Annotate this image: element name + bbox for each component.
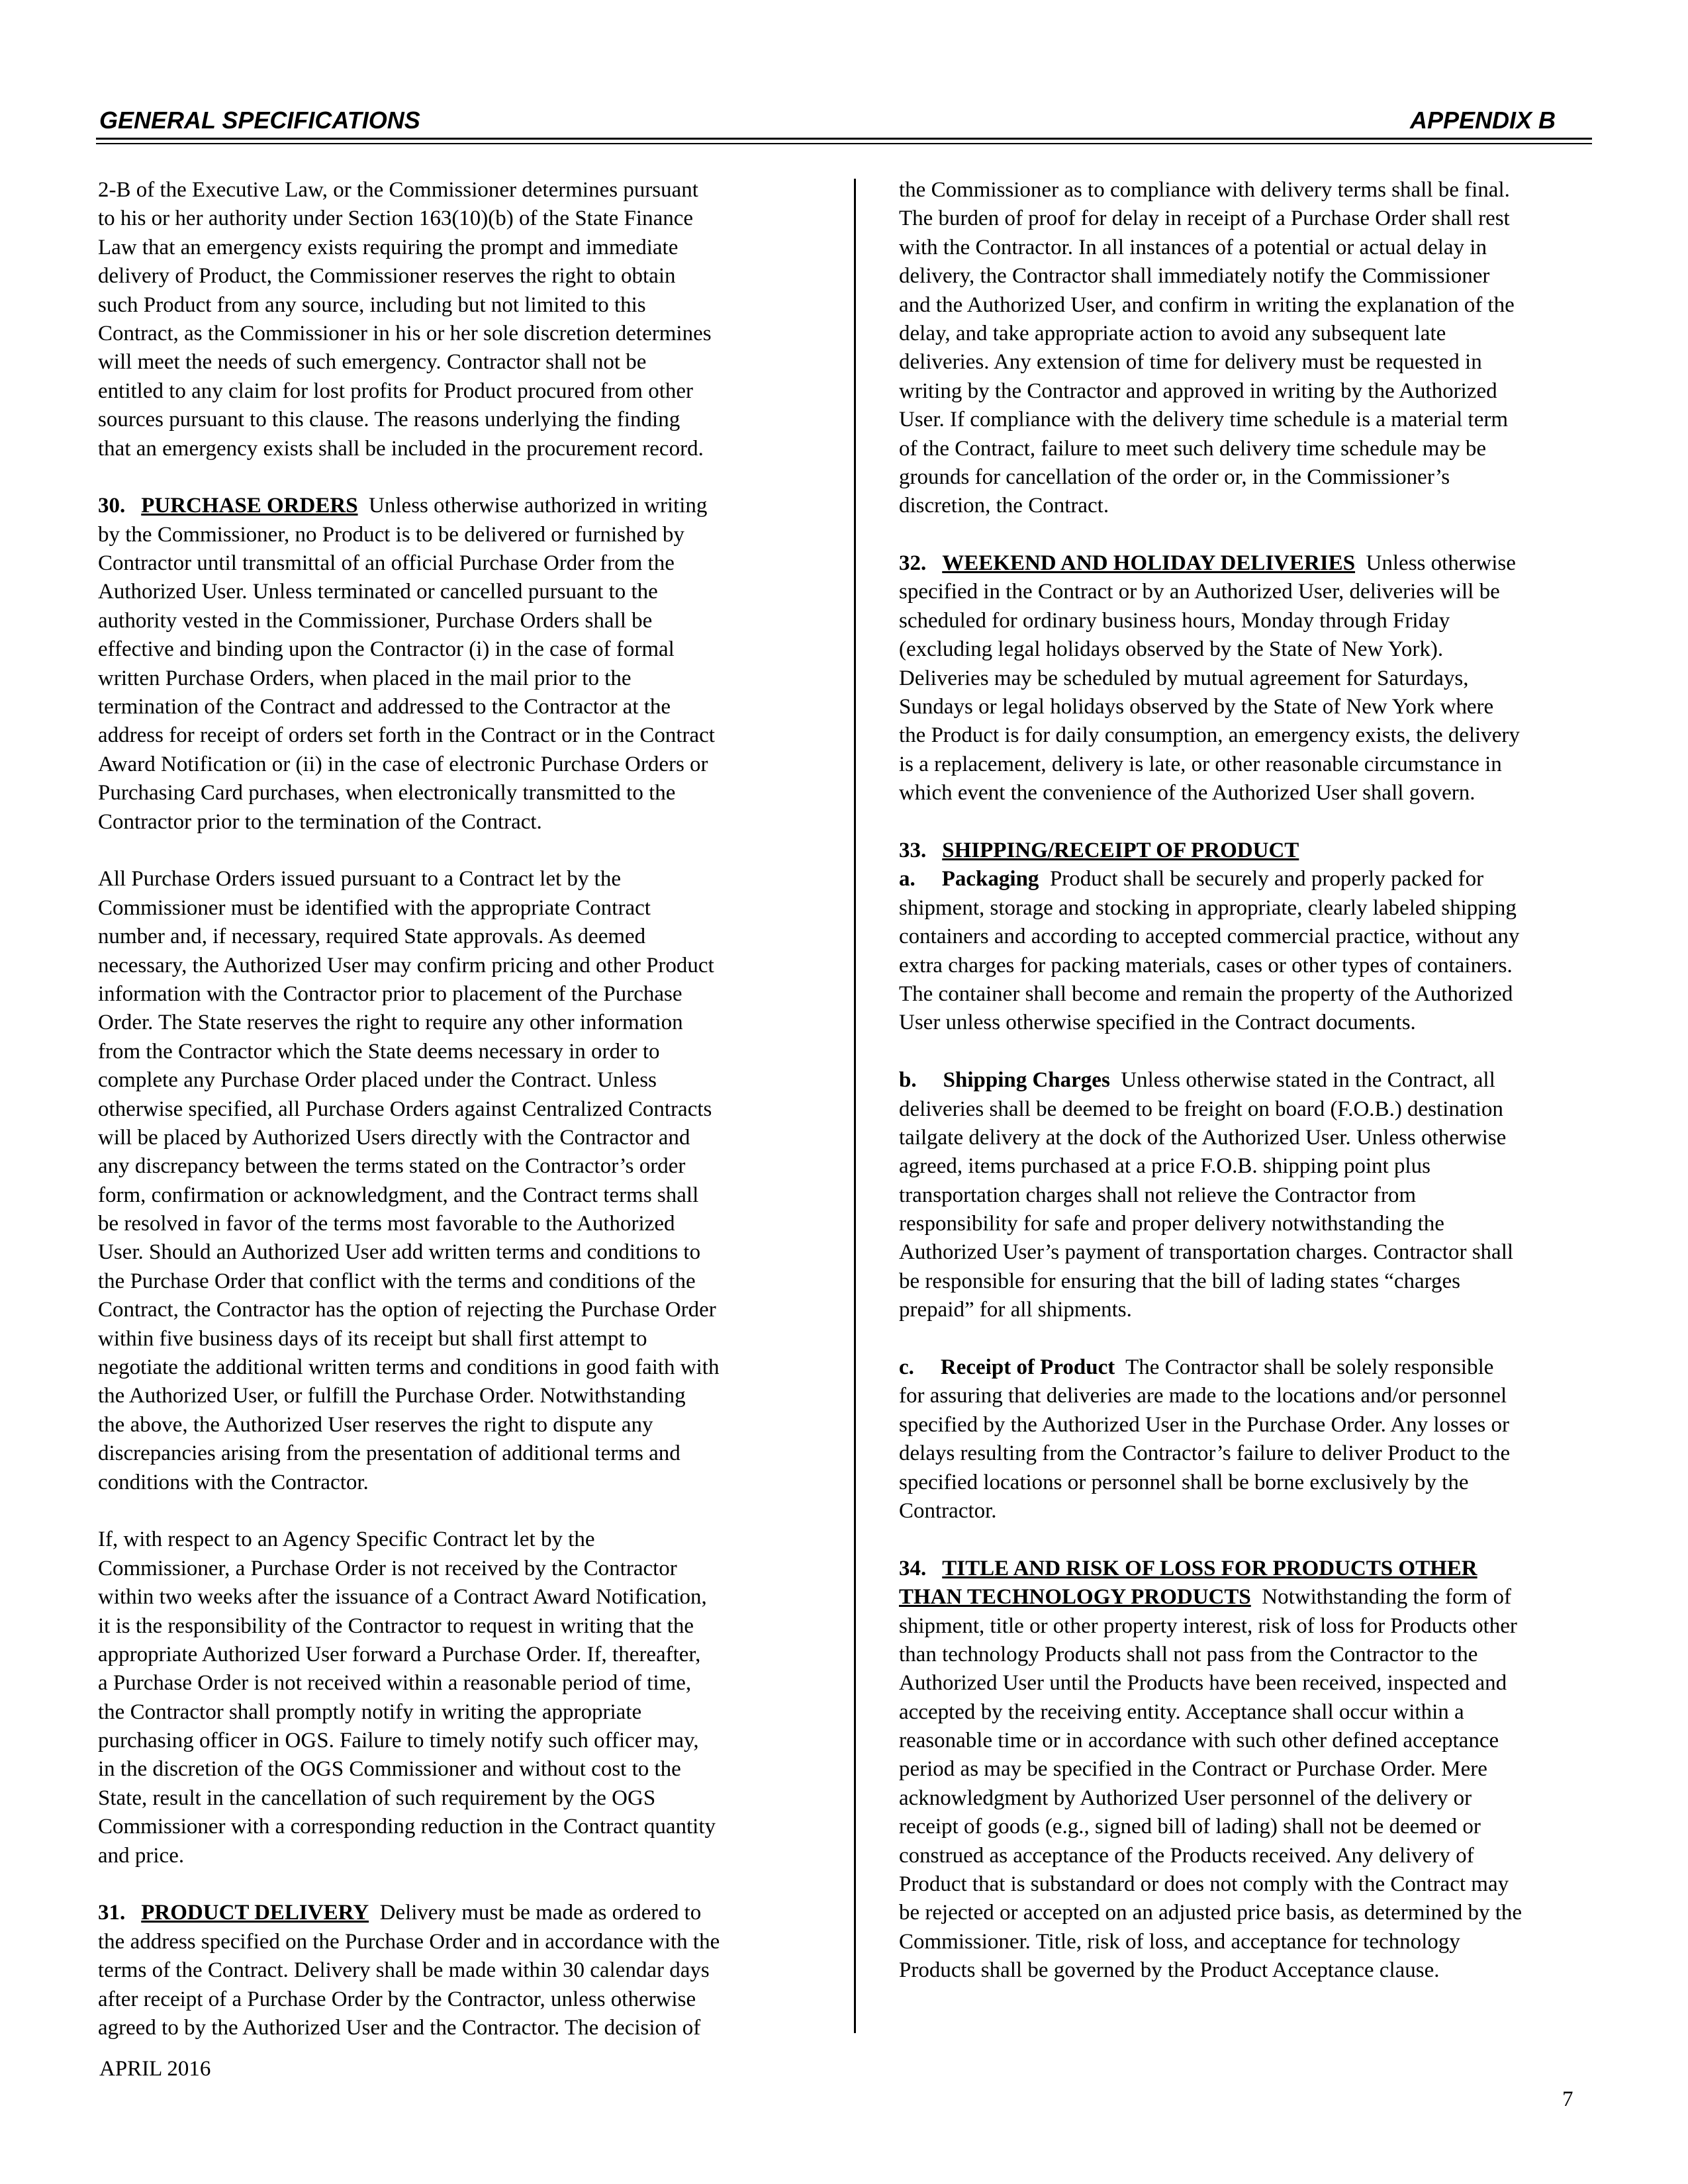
paragraph-delivery-continued [899,176,1614,521]
section-heading: PRODUCT DELIVERY [141,1901,369,1925]
text-line: any discrepancy between the terms stated on the Contractor’s order [98,1154,686,1179]
text-line: to his or her authority under Section 163(10)(b) of the State Finance [98,206,694,231]
subsection-heading: Receipt of Product [940,1355,1115,1380]
text-line: specified locations or personnel shall be borne exclusively by the [899,1470,1469,1494]
text-line: be resolved in favor of the terms most favorable to the Authorized [98,1212,675,1236]
text-line: of the Contract, failure to meet such delivery time schedule may be [899,436,1487,461]
section-number: 34. [899,1556,927,1580]
text-line: Law that an emergency exists requiring the prompt and immediate [98,235,679,259]
text-line: conditions with the Contractor. [98,1470,369,1494]
text-line: reasonable time or in accordance with such other defined acceptance [899,1729,1499,1753]
text-line: appropriate Authorized User forward a Purchase Order. If, thereafter, [98,1642,701,1666]
page-number: 7 [1562,2087,1573,2111]
text-line: Unless otherwise authorized in writing [369,494,708,518]
footer-date: APRIL 2016 [99,2057,211,2081]
text-line: than technology Products shall not pass from the Contractor to the [899,1642,1478,1666]
text-line: which event the convenience of the Authorized User shall govern. [899,781,1476,805]
text-line: Sundays or legal holidays observed by the State of New York where [899,695,1494,719]
text-line: tailgate delivery at the dock of the Authorized User. Unless otherwise [899,1125,1507,1150]
text-line: be responsible for ensuring that the bill of lading states “charges [899,1269,1460,1293]
section-32-weekend-holiday-deliveries [899,549,1614,808]
text-line: Order. The State reserves the right to require any other information [98,1011,683,1035]
header-appendix: APPENDIX B [1409,107,1556,134]
text-line: Commissioner must be identified with the appropriate Contract [98,895,651,920]
text-line: grounds for cancellation of the order or, in the Commissioner’s [899,465,1450,489]
text-line: the Commissioner as to compliance with delivery terms shall be final. [899,178,1510,202]
text-line: specified by the Authorized User in the Purchase Order. Any losses or [899,1412,1509,1437]
text-line: within five business days of its receipt but shall first attempt to [98,1326,647,1351]
section-number: 31. [98,1901,126,1925]
text-line: Contractor prior to the termination of the Contract. [98,809,542,834]
text-line: prepaid” for all shipments. [899,1298,1132,1322]
text-line: Purchasing Card purchases, when electronically transmitted to the [98,781,676,805]
text-line: User unless otherwise specified in the Contract documents. [899,1011,1416,1035]
text-line: after receipt of a Purchase Order by the Contractor, unless otherwise [98,1987,696,2011]
text-line: the Purchase Order that conflict with the terms and conditions of the [98,1269,696,1293]
section-33-shipping-receipt [899,837,1614,1525]
text-line: the address specified on the Purchase Order and in accordance with the [98,1929,720,1954]
text-line: in the discretion of the OGS Commissioner and without cost to the [98,1757,681,1782]
text-line: deliveries. Any extension of time for delivery must be requested in [899,350,1482,375]
text-line: The container shall become and remain the property of the Authorized [899,981,1513,1006]
section-34-title-risk-of-loss [899,1555,1614,1985]
text-line: and the Authorized User, and confirm in writing the explanation of the [899,293,1515,317]
subsection-heading: Shipping Charges [943,1068,1110,1093]
text-line: Authorized User’s payment of transportation charges. Contractor shall [899,1240,1514,1265]
text-line: with the Contractor. In all instances of a potential or actual delay in [899,235,1487,259]
text-line: will be placed by Authorized Users directly with the Contractor and [98,1125,690,1150]
text-line: complete any Purchase Order placed under the Contract. Unless [98,1068,657,1093]
text-line: deliveries shall be deemed to be freight on board (F.O.B.) destination [899,1097,1503,1121]
text-line: Delivery must be made as ordered to [379,1901,702,1925]
subsection-letter: c. [899,1355,914,1380]
text-line: State, result in the cancellation of such requirement by the OGS [98,1786,656,1810]
section-30-purchase-orders [98,492,813,837]
text-line: Products shall be governed by the Product Acceptance clause. [899,1958,1440,1983]
text-line: necessary, the Authorized User may confirm pricing and other Product [98,953,714,978]
text-line: the Authorized User, or fulfill the Purchase Order. Notwithstanding [98,1384,686,1408]
text-line: construed as acceptance of the Products received. Any delivery of [899,1843,1474,1868]
left-column [98,176,813,2042]
text-line: 2-B of the Executive Law, or the Commissioner determines pursuant [98,178,698,202]
text-line: otherwise specified, all Purchase Orders against Centralized Contracts [98,1097,712,1121]
text-line: will meet the needs of such emergency. Contractor shall not be [98,350,647,375]
text-line: shipment, storage and stocking in appropriate, clearly labeled shipping [899,895,1517,920]
text-line: delays resulting from the Contractor’s failure to deliver Product to the [899,1441,1511,1466]
section-heading: SHIPPING/RECEIPT OF PRODUCT [942,838,1299,862]
text-line: scheduled for ordinary business hours, Monday through Friday [899,608,1450,633]
text-line: Contract, the Contractor has the option of rejecting the Purchase Order [98,1298,716,1322]
text-line: form, confirmation or acknowledgment, and the Contract terms shall [98,1183,699,1207]
text-line: the Contractor shall promptly notify in writing the appropriate [98,1700,642,1724]
text-line: The burden of proof for delay in receipt of a Purchase Order shall rest [899,206,1510,231]
text-line: authority vested in the Commissioner, Purchase Orders shall be [98,608,653,633]
section-number: 32. [899,551,927,576]
text-line: terms of the Contract. Delivery shall be made within 30 calendar days [98,1958,710,1983]
section-heading: TITLE AND RISK OF LOSS FOR PRODUCTS OTHER [942,1556,1477,1580]
text-line: written Purchase Orders, when placed in the mail prior to the [98,666,632,690]
text-line: If, with respect to an Agency Specific Contract let by the [98,1527,595,1552]
text-line: Product shall be securely and properly packed for [1049,867,1484,891]
text-line: agreed, items purchased at a price F.O.B. shipping point plus [899,1154,1430,1179]
section-heading: PURCHASE ORDERS [141,494,358,518]
text-line: Commissioner with a corresponding reduction in the Contract quantity [98,1815,716,1839]
text-line: for assuring that deliveries are made to the locations and/or personnel [899,1384,1507,1408]
text-line: sources pursuant to this clause. The reasons underlying the finding [98,408,680,432]
text-line: by the Commissioner, no Product is to be delivered or furnished by [98,522,684,547]
text-line: Authorized User. Unless terminated or cancelled pursuant to the [98,580,658,604]
text-line: Contractor. [899,1498,997,1523]
text-line: entitled to any claim for lost profits for Product procured from other [98,379,694,403]
header-rule-thick [96,138,1592,140]
text-line: such Product from any source, including but not limited to this [98,293,646,317]
text-line: information with the Contractor prior to placement of the Purchase [98,981,682,1006]
text-line: extra charges for packing materials, cases or other types of containers. [899,953,1513,978]
text-line: The Contractor shall be solely responsible [1125,1355,1494,1380]
text-line: within two weeks after the issuance of a Contract Award Notification, [98,1585,707,1610]
header-title: GENERAL SPECIFICATIONS [99,107,420,134]
text-line: discretion, the Contract. [899,494,1109,518]
section-number: 30. [98,494,126,518]
text-line: purchasing officer in OGS. Failure to timely notify such officer may, [98,1729,699,1753]
text-line: accepted by the receiving entity. Acceptance shall occur within a [899,1700,1464,1724]
text-line: and price. [98,1843,185,1868]
text-line: Contractor until transmittal of an official Purchase Order from the [98,551,675,576]
text-line: Award Notification or (ii) in the case of electronic Purchase Orders or [98,752,708,776]
text-line: Authorized User until the Products have been received, inspected and [899,1671,1507,1696]
text-line: shipment, title or other property interest, risk of loss for Products other [899,1614,1517,1638]
text-line: discrepancies arising from the presentation of additional terms and [98,1441,680,1466]
text-line: that an emergency exists shall be included in the procurement record. [98,436,704,461]
text-line: User. Should an Authorized User add written terms and conditions to [98,1240,701,1265]
text-line: Contract, as the Commissioner in his or her sole discretion determines [98,321,712,345]
header-rule-thin [96,143,1592,144]
text-line: acknowledgment by Authorized User personnel of the delivery or [899,1786,1472,1810]
text-line: is a replacement, delivery is late, or other reasonable circumstance in [899,752,1502,776]
text-line: address for receipt of orders set forth in the Contract or in the Contract [98,723,715,748]
text-line: writing by the Contractor and approved in writing by the Authorized [899,379,1497,403]
text-line: Notwithstanding the form of [1262,1585,1511,1610]
text-line: number and, if necessary, required State approvals. As deemed [98,925,646,949]
text-line: the Product is for daily consumption, an emergency exists, the delivery [899,723,1520,748]
text-line: Commissioner, a Purchase Order is not received by the Contractor [98,1556,677,1580]
text-line: Deliveries may be scheduled by mutual agreement for Saturdays, [899,666,1469,690]
text-line: the above, the Authorized User reserves the right to dispute any [98,1412,653,1437]
text-line: Unless otherwise stated in the Contract, all [1121,1068,1495,1093]
paragraph-emergency-continued [98,176,813,463]
text-line: specified in the Contract or by an Authorized User, deliveries will be [899,580,1500,604]
text-line: delay, and take appropriate action to avoid any subsequent late [899,321,1446,345]
text-line: effective and binding upon the Contractor (i) in the case of formal [98,637,675,662]
text-line: delivery, the Contractor shall immediately notify the Commissioner [899,264,1490,289]
text-line: (excluding legal holidays observed by the State of New York). [899,637,1444,662]
right-column [899,176,1614,1985]
text-line: User. If compliance with the delivery time schedule is a material term [899,408,1509,432]
text-line: be rejected or accepted on an adjusted price basis, as determined by the [899,1901,1523,1925]
text-line: responsibility for safe and proper delivery notwithstanding the [899,1212,1444,1236]
paragraph-purchase-orders-identification [98,865,813,1497]
text-line: termination of the Contract and addressed to the Contractor at the [98,695,671,719]
text-line: delivery of Product, the Commissioner reserves the right to obtain [98,264,676,289]
section-31-product-delivery [98,1899,813,2042]
subsection-letter: a. [899,867,915,891]
section-number: 33. [899,838,927,862]
column-divider [854,179,856,2033]
text-line: Commissioner. Title, risk of loss, and acceptance for technology [899,1929,1460,1954]
text-line: Product that is substandard or does not comply with the Contract may [899,1872,1509,1897]
paragraph-agency-specific-contract [98,1525,813,1870]
text-line: agreed to by the Authorized User and the Contractor. The decision of [98,2016,701,2040]
text-line: a Purchase Order is not received within a reasonable period of time, [98,1671,692,1696]
text-line: All Purchase Orders issued pursuant to a Contract let by the [98,867,621,891]
text-line: receipt of goods (e.g., signed bill of lading) shall not be deemed or [899,1815,1481,1839]
text-line: it is the responsibility of the Contractor to request in writing that the [98,1614,694,1638]
subsection-letter: b. [899,1068,917,1093]
text-line: from the Contractor which the State deems necessary in order to [98,1039,660,1064]
text-line: transportation charges shall not relieve the Contractor from [899,1183,1417,1207]
text-line: Unless otherwise [1366,551,1516,576]
section-heading-continued: THAN TECHNOLOGY PRODUCTS [899,1585,1251,1610]
text-line: negotiate the additional written terms and conditions in good faith with [98,1355,720,1380]
text-line: containers and according to accepted commercial practice, without any [899,925,1520,949]
text-line: period as may be specified in the Contract or Purchase Order. Mere [899,1757,1487,1782]
subsection-heading: Packaging [941,867,1039,891]
section-heading: WEEKEND AND HOLIDAY DELIVERIES [942,551,1356,576]
